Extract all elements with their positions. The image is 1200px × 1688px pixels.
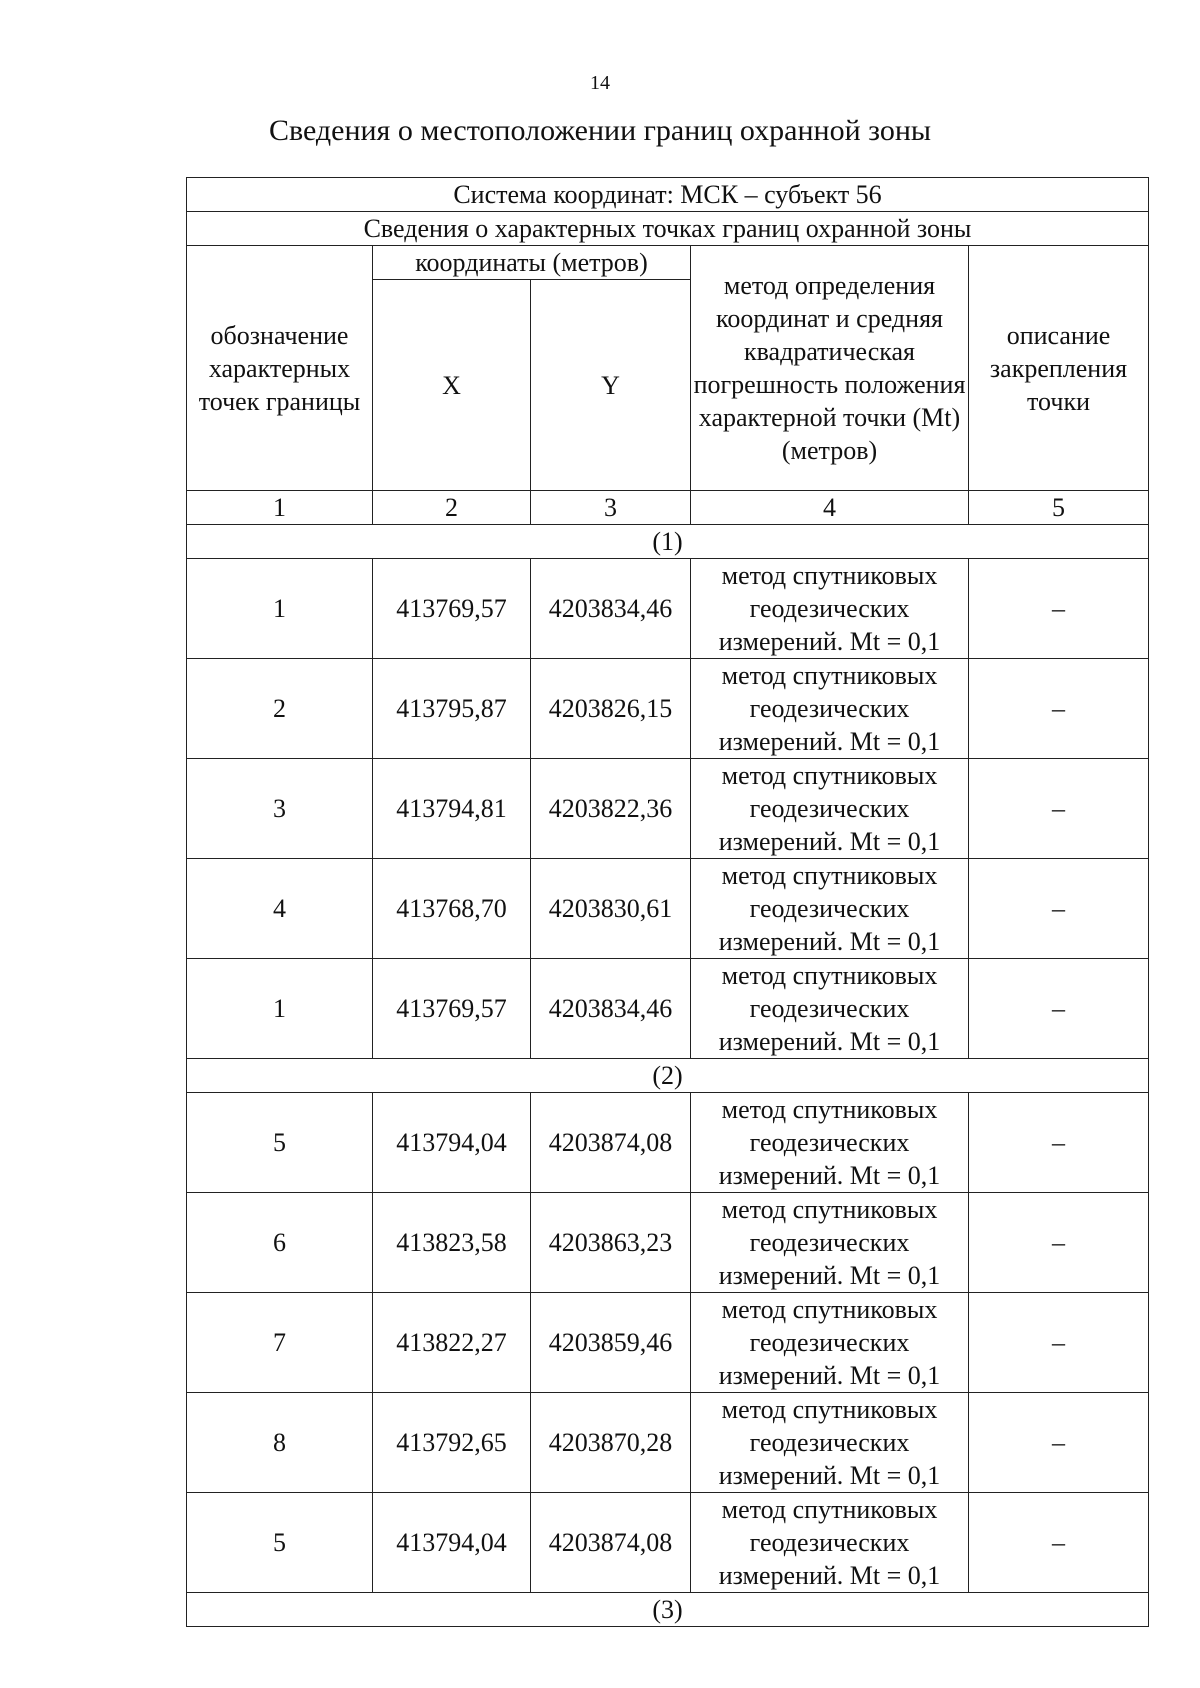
- method-cell: метод спутниковых геодезических измерений. Mt = 0,1: [691, 959, 969, 1059]
- method-cell: метод спутниковых геодезических измерений. Mt = 0,1: [691, 559, 969, 659]
- point-cell: 8: [187, 1393, 373, 1493]
- description-cell: –: [969, 1293, 1149, 1393]
- coordinates-table-body: [187, 178, 1149, 1627]
- x-cell: 413768,70: [373, 859, 531, 959]
- y-cell: 4203874,08: [531, 1493, 691, 1593]
- group-label: (1): [187, 525, 1149, 559]
- column-number: 4: [691, 491, 969, 525]
- description-cell: –: [969, 1093, 1149, 1193]
- y-cell: 4203822,36: [531, 759, 691, 859]
- point-cell: 5: [187, 1093, 373, 1193]
- x-cell: 413794,04: [373, 1493, 531, 1593]
- method-cell: метод спутниковых геодезических измерений. Mt = 0,1: [691, 1293, 969, 1393]
- table-row: [187, 1493, 1149, 1593]
- y-cell: 4203863,23: [531, 1193, 691, 1293]
- group-row: [187, 1593, 1149, 1627]
- y-cell: 4203870,28: [531, 1393, 691, 1493]
- description-cell: –: [969, 1393, 1149, 1493]
- coordinates-table: [186, 177, 1149, 1627]
- table-row: [187, 959, 1149, 1059]
- group-row: [187, 1059, 1149, 1093]
- header-x: X: [373, 280, 531, 491]
- table-row: [187, 859, 1149, 959]
- point-cell: 6: [187, 1193, 373, 1293]
- description-cell: –: [969, 1493, 1149, 1593]
- method-cell: метод спутниковых геодезических измерений. Mt = 0,1: [691, 659, 969, 759]
- document-title: Сведения о местоположении границ охранной зоны: [268, 114, 932, 147]
- header-y: Y: [531, 280, 691, 491]
- x-cell: 413795,87: [373, 659, 531, 759]
- x-cell: 413822,27: [373, 1293, 531, 1393]
- point-cell: 1: [187, 559, 373, 659]
- column-number: 5: [969, 491, 1149, 525]
- table-subtitle: Сведения о характерных точках границ охранной зоны: [187, 212, 1149, 246]
- page-number: 14: [590, 72, 610, 94]
- description-cell: –: [969, 1193, 1149, 1293]
- y-cell: 4203834,46: [531, 959, 691, 1059]
- y-cell: 4203874,08: [531, 1093, 691, 1193]
- table-row: [187, 559, 1149, 659]
- x-cell: 413769,57: [373, 559, 531, 659]
- column-number: 3: [531, 491, 691, 525]
- table-row: [187, 1293, 1149, 1393]
- x-cell: 413794,81: [373, 759, 531, 859]
- header-description: описание закрепления точки: [969, 246, 1149, 491]
- coordinate-system: Система координат: МСК – субъект 56: [187, 178, 1149, 212]
- table-row: [187, 1093, 1149, 1193]
- table-row: [187, 1193, 1149, 1293]
- point-cell: 7: [187, 1293, 373, 1393]
- table-row: [187, 659, 1149, 759]
- group-label: (3): [187, 1593, 1149, 1627]
- point-cell: 1: [187, 959, 373, 1059]
- column-number: 1: [187, 491, 373, 525]
- x-cell: 413794,04: [373, 1093, 531, 1193]
- method-cell: метод спутниковых геодезических измерений. Mt = 0,1: [691, 1393, 969, 1493]
- method-cell: метод спутниковых геодезических измерений. Mt = 0,1: [691, 1493, 969, 1593]
- x-cell: 413769,57: [373, 959, 531, 1059]
- x-cell: 413792,65: [373, 1393, 531, 1493]
- x-cell: 413823,58: [373, 1193, 531, 1293]
- table-row: [187, 1393, 1149, 1493]
- method-cell: метод спутниковых геодезических измерений. Mt = 0,1: [691, 859, 969, 959]
- column-number: 2: [373, 491, 531, 525]
- y-cell: 4203834,46: [531, 559, 691, 659]
- point-cell: 5: [187, 1493, 373, 1593]
- description-cell: –: [969, 659, 1149, 759]
- table-row: [187, 759, 1149, 859]
- method-cell: метод спутниковых геодезических измерений. Mt = 0,1: [691, 759, 969, 859]
- header-point: обозначение характерных точек границы: [187, 246, 373, 491]
- y-cell: 4203859,46: [531, 1293, 691, 1393]
- method-cell: метод спутниковых геодезических измерений. Mt = 0,1: [691, 1093, 969, 1193]
- y-cell: 4203826,15: [531, 659, 691, 759]
- y-cell: 4203830,61: [531, 859, 691, 959]
- header-method: метод определения координат и средняя квадратическая погрешность положения характерной точки (Mt) (метров): [691, 246, 969, 491]
- point-cell: 3: [187, 759, 373, 859]
- group-row: [187, 525, 1149, 559]
- description-cell: –: [969, 559, 1149, 659]
- description-cell: –: [969, 959, 1149, 1059]
- point-cell: 4: [187, 859, 373, 959]
- description-cell: –: [969, 759, 1149, 859]
- description-cell: –: [969, 859, 1149, 959]
- header-coords: координаты (метров): [373, 246, 691, 280]
- group-label: (2): [187, 1059, 1149, 1093]
- point-cell: 2: [187, 659, 373, 759]
- method-cell: метод спутниковых геодезических измерений. Mt = 0,1: [691, 1193, 969, 1293]
